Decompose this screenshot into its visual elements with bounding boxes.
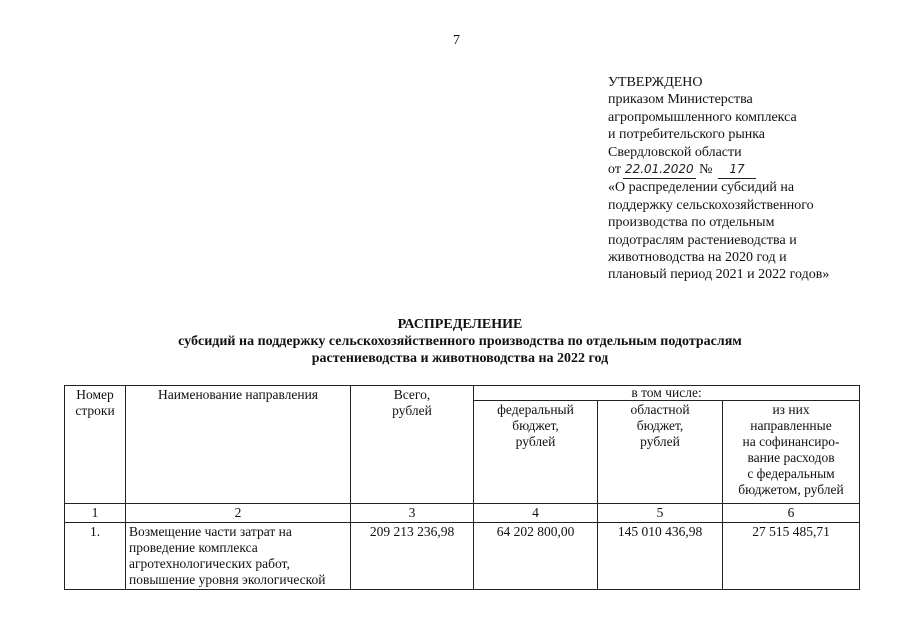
title-line: субсидий на поддержку сельскохозяйственного производства по отдельным подотраслям: [178, 334, 742, 349]
row-total: 209 213 236,98: [351, 523, 474, 590]
column-index: 1: [65, 504, 126, 523]
header-text: Всего,: [393, 387, 431, 402]
subject-line: производства по отдельным: [608, 215, 775, 231]
column-index: 5: [598, 504, 723, 523]
header-row-number: [65, 386, 126, 504]
row-regional: 145 010 436,98: [598, 523, 723, 590]
header-text: бюджетом, рублей: [738, 482, 844, 497]
header-text: рублей: [515, 434, 556, 449]
handwritten-date: 22.01.2020: [623, 161, 696, 179]
header-text: областной: [630, 402, 690, 417]
approval-date-line: [608, 161, 898, 179]
column-index-row: [65, 504, 860, 523]
header-cofinancing: [723, 401, 860, 504]
header-federal: [474, 401, 598, 504]
column-index: 6: [723, 504, 860, 523]
header-text: федеральный: [497, 402, 574, 417]
handwritten-number: 17: [718, 161, 756, 179]
page-number: 7: [453, 33, 460, 48]
table-row: [65, 523, 860, 590]
subject-line: подотраслям растениеводства и: [608, 232, 797, 248]
header-text: строки: [75, 403, 115, 418]
name-line: повышение уровня экологической: [129, 572, 326, 587]
title-line: растениеводства и животноводства на 2022 год: [311, 351, 609, 366]
number-prefix: №: [699, 162, 713, 178]
header-text: рублей: [392, 403, 432, 418]
header-text: Наименование направления: [157, 387, 319, 402]
column-index: 4: [474, 504, 598, 523]
date-prefix: от: [608, 162, 621, 178]
row-direction-name: [126, 523, 351, 590]
header-direction-name: [126, 386, 351, 504]
subject-line: «О распределении субсидий на: [608, 180, 795, 196]
approval-stamp: [608, 74, 898, 284]
header-text: бюджет,: [636, 418, 684, 433]
title-main: РАСПРЕДЕЛЕНИЕ: [397, 317, 523, 332]
subject-line: плановый период 2021 и 2022 годов»: [608, 267, 830, 283]
header-text: бюджет,: [512, 418, 559, 433]
name-line: агротехнологических работ,: [129, 556, 290, 571]
header-text: из них: [772, 402, 810, 417]
header-text: с федеральным: [747, 466, 835, 481]
subject-line: животноводства на 2020 год и: [608, 250, 787, 266]
header-total: [351, 386, 474, 504]
column-index: 3: [351, 504, 474, 523]
subject-line: поддержку сельскохозяйственного: [608, 197, 814, 213]
header-text: направленные: [750, 418, 832, 433]
approval-line: агропромышленного комплекса: [608, 109, 797, 125]
approval-heading: УТВЕРЖДЕНО: [608, 75, 703, 90]
header-text: рублей: [640, 434, 680, 449]
name-line: Возмещение части затрат на: [129, 524, 292, 539]
approval-line: и потребительского рынка: [608, 127, 766, 143]
header-text: в том числе:: [631, 385, 702, 400]
row-number: 1.: [65, 523, 126, 590]
row-federal: 64 202 800,00: [474, 523, 598, 590]
row-cofinancing: 27 515 485,71: [723, 523, 860, 590]
document-title: [0, 316, 905, 367]
header-regional: [598, 401, 723, 504]
distribution-table: [64, 385, 860, 590]
header-text: на софинансиро-: [742, 434, 840, 449]
approval-line: Свердловской области: [608, 144, 742, 160]
column-index: 2: [126, 504, 351, 523]
header-text: вание расходов: [747, 450, 835, 465]
header-including: [474, 386, 860, 401]
header-row: [65, 386, 860, 401]
approval-line: приказом Министерства: [608, 92, 753, 108]
name-line: проведение комплекса: [129, 540, 258, 555]
header-text: Номер: [76, 387, 114, 402]
